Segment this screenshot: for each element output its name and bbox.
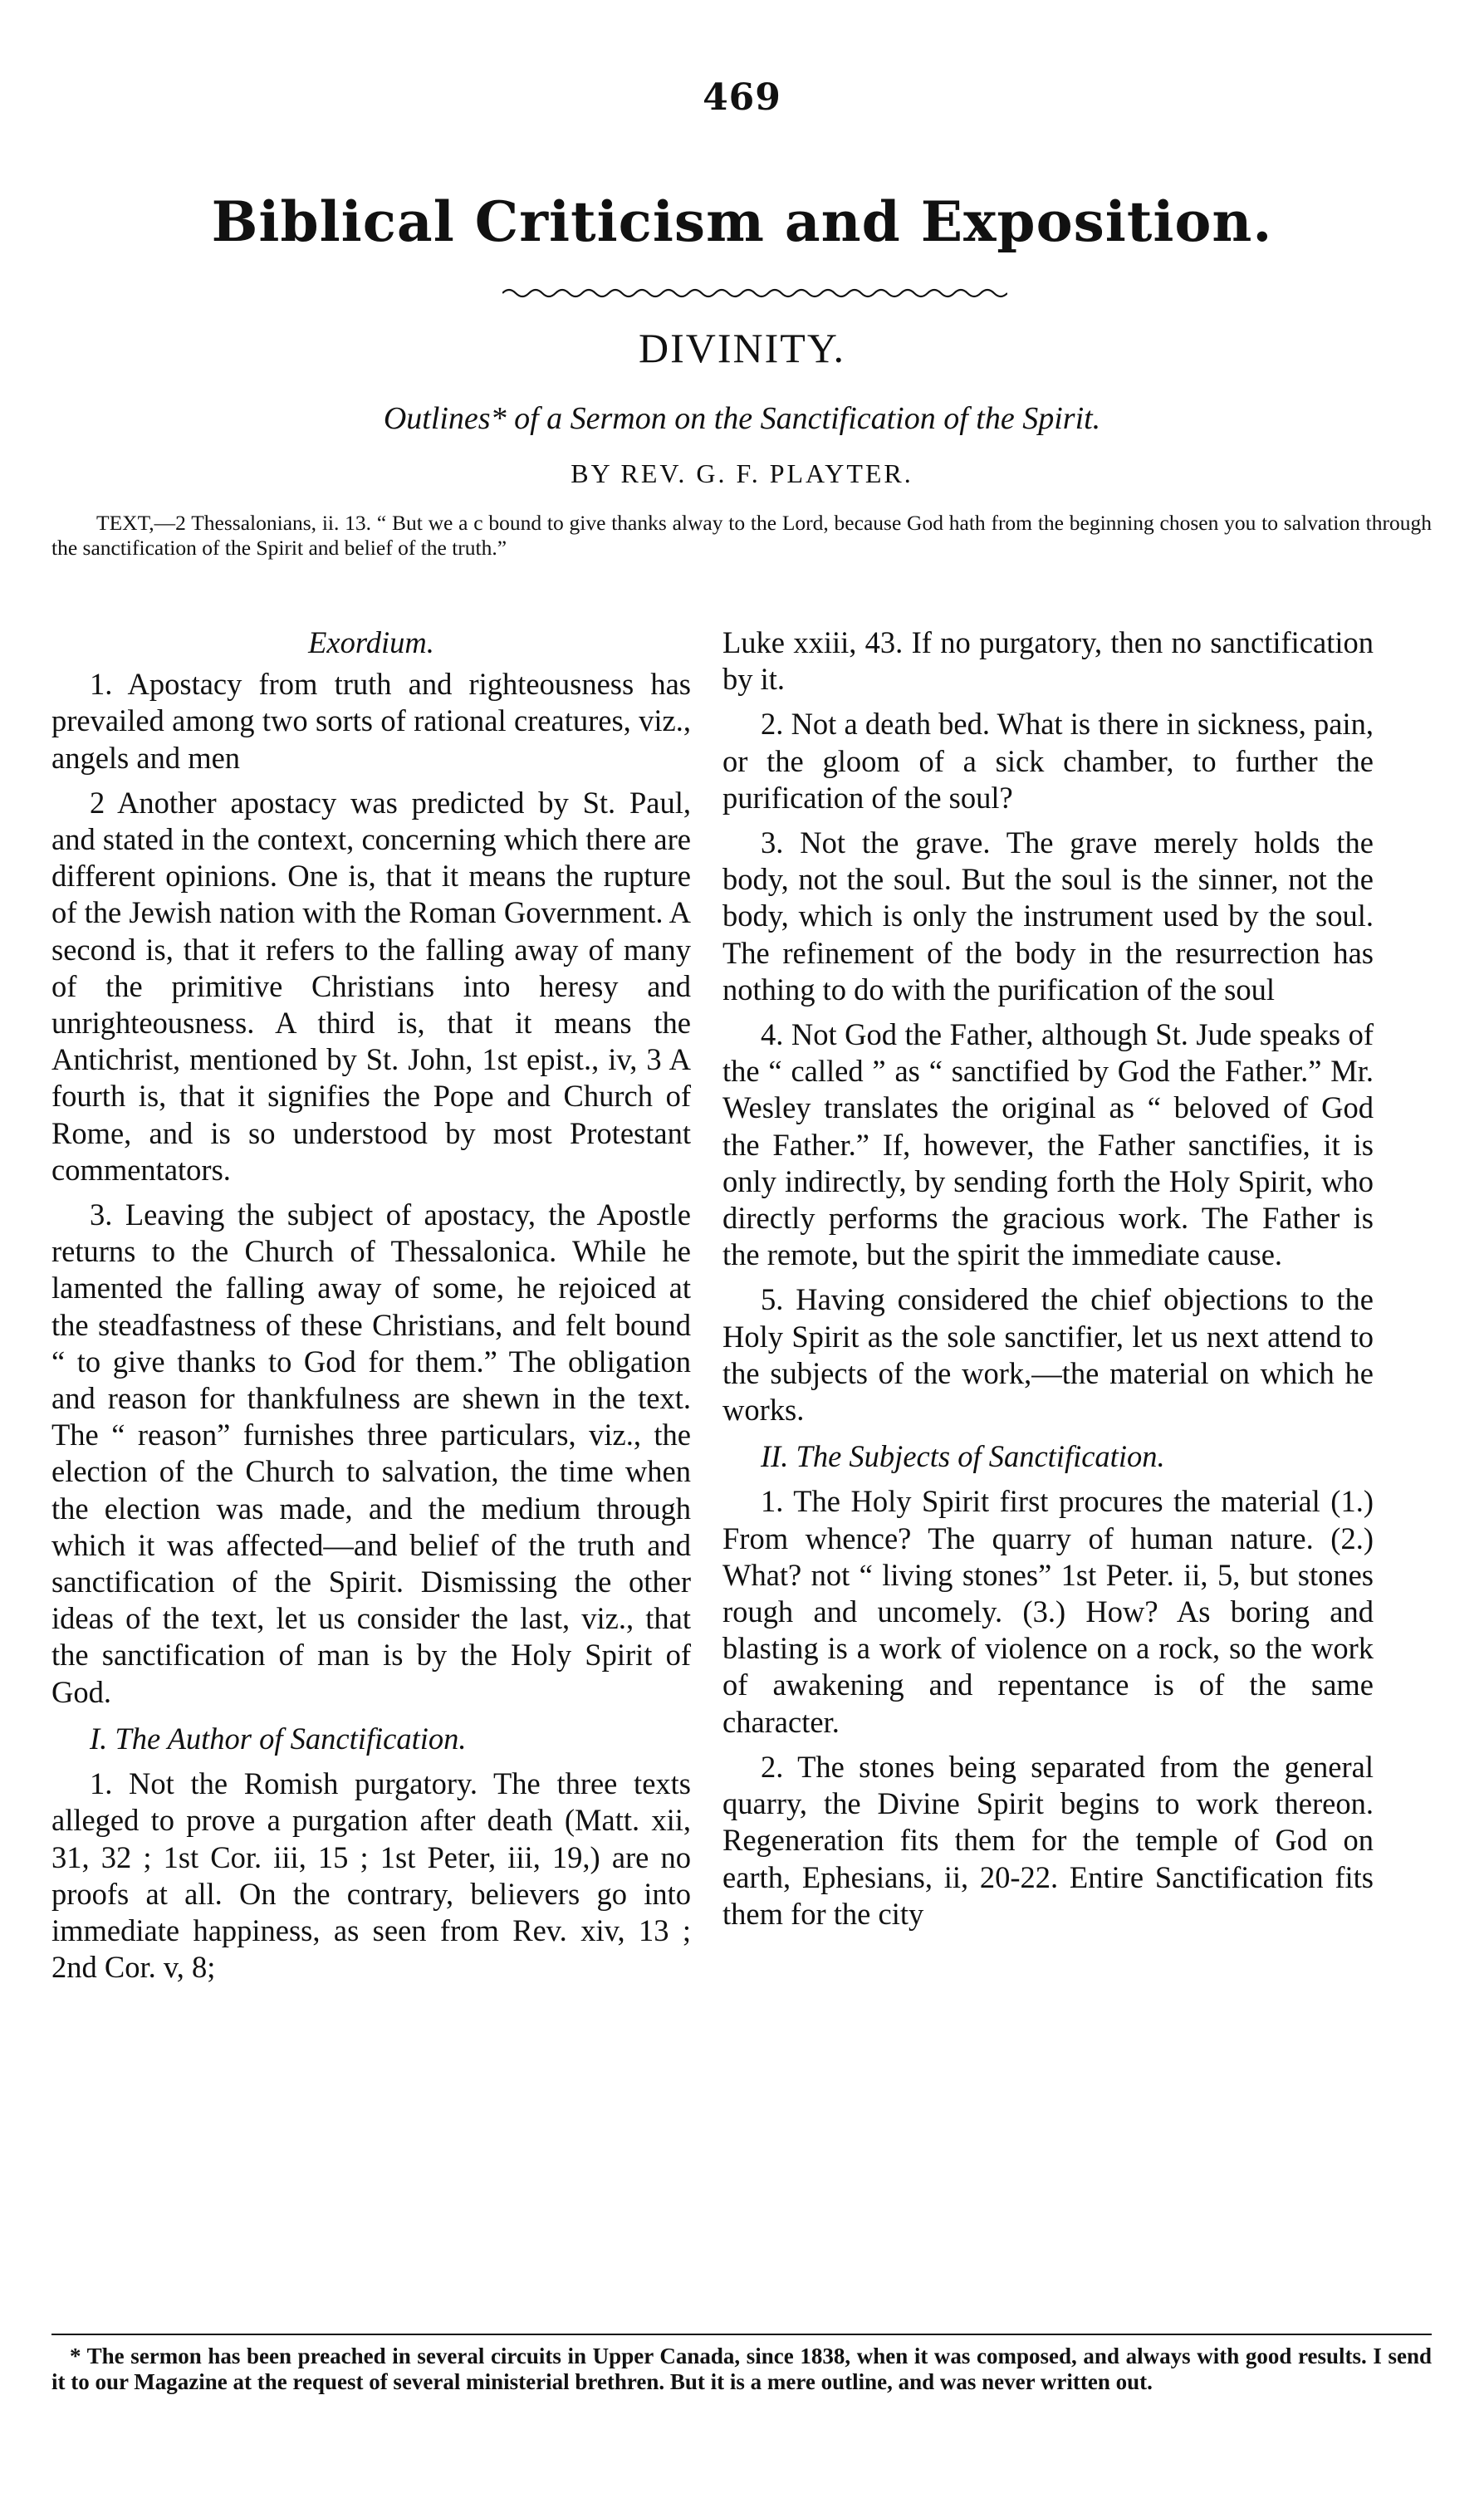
section-title: Biblical Criticism and Exposition. [211, 189, 1273, 254]
paragraph: 2. Not a death bed. What is there in sickness, pain, or the gloom of a sick chamber, to further the purification of the soul? [722, 707, 1374, 815]
paragraph: 4. Not God the Father, although St. Jude speaks of the “ called ” as “ sanctified by God the Father.” Mr. Wesley translates the original as “ beloved of God the Father.” If, however, the Father sanctifies, it is only indirectly, by sending forth the Holy Spirit, who directly performs the gracious work. The Father is the remote, but the spirit the immediate cause. [722, 1017, 1374, 1272]
right-column [722, 624, 1374, 1941]
section-heading: II. The Subjects of Sanctification. [761, 1439, 1165, 1474]
paragraph: 1. Not the Romish purgatory. The three texts alleged to prove a purgation after death (Matt. xii, 31, 32 ; 1st Cor. iii, 15 ; 1st Peter, iii, 19,) are no proofs at all. On the contrary, believers go into immediate happiness, as seen from Rev. xiv, 13 ; 2nd Cor. v, 8; [51, 1766, 691, 1985]
scripture-text: TEXT,—2 Thessalonians, ii. 13. “ But we a c bound to give thanks alway to the Lord, because God hath from the beginning chosen you to salvation through the sanctification of the Spirit and belief of the truth.” [51, 511, 1432, 560]
author-line: BY REV. G. F. PLAYTER. [571, 458, 913, 488]
wavy-rule-ornament [502, 284, 1007, 302]
paragraph: 1. Apostacy from truth and righteousness has prevailed among two sorts of rational creatures, viz., angels and men [51, 667, 691, 775]
paragraph: 5. Having considered the chief objections to the Holy Spirit as the sole sanctifier, let us next attend to the subjects of the work,—the material on which he works. [722, 1282, 1374, 1428]
left-column [51, 624, 691, 1994]
paragraph: 2. The stones being separated from the general quarry, the Divine Spirit begins to work thereon. Regeneration fits them for the temple of God on earth, Ephesians, ii, 20-22. Entire Sanctification fits them for the city [722, 1749, 1374, 1931]
sermon-title: Outlines* of a Sermon on the Sanctification of the Spirit. [383, 401, 1101, 436]
footnote: * The sermon has been preached in several circuits in Upper Canada, since 1838, when it was composed, and always with good results. I send it to our Magazine at the request of several ministerial brethren. But it is a mere outline, and was never written out. [51, 2344, 1432, 2394]
paragraph: 3. Leaving the subject of apostacy, the Apostle returns to the Church of Thessalonica. While he lamented the falling away of some, he rejoiced at the steadfastness of these Christians, and felt bound “ to give thanks to God for them.” The obligation and reason for thankfulness are shewn in the text. The “ reason” furnishes three particulars, viz., the election of the Church to salvation, the time when the election was made, and the medium through which it was affected—and belief of the truth and sanctification of the Spirit. Dismissing the other ideas of the text, let us consider the last, viz., that the sanctification of man is by the Holy Spirit of God. [51, 1198, 691, 1709]
section-heading: I. The Author of Sanctification. [90, 1721, 467, 1756]
division-heading: DIVINITY. [639, 325, 845, 371]
footnote-rule [51, 2334, 1432, 2335]
paragraph: 3. Not the grave. The grave merely holds the body, not the soul. But the soul is the sinner, not the body, which is only the instrument used by the soul. The refinement of the body in the resurrection has nothing to do with the purification of the soul [722, 825, 1374, 1007]
exordium-heading: Exordium. [308, 625, 434, 659]
page-number: 469 [703, 76, 781, 119]
paragraph: 2 Another apostacy was predicted by St. Paul, and stated in the context, concerning which there are different opinions. One is, that it means the rupture of the Jewish nation with the Roman Government. A second is, that it refers to the falling away of many of the primitive Christians into heresy and unrighteousness. A third is, that it means the Antichrist, mentioned by St. John, 1st epist., iv, 3 A fourth is, that it signifies the Pope and Church of Rome, and is so understood by most Protestant commentators. [51, 785, 691, 1187]
paragraph: Luke xxiii, 43. If no purgatory, then no sanctification by it. [722, 625, 1374, 697]
paragraph: 1. The Holy Spirit first procures the material (1.) From whence? The quarry of human nature. (2.) What? not “ living stones” 1st Peter. ii, 5, but stones rough and uncomely. (3.) How? As boring and blasting is a work of violence on a rock, so the work of awakening and repentance is of the same character. [722, 1484, 1374, 1739]
